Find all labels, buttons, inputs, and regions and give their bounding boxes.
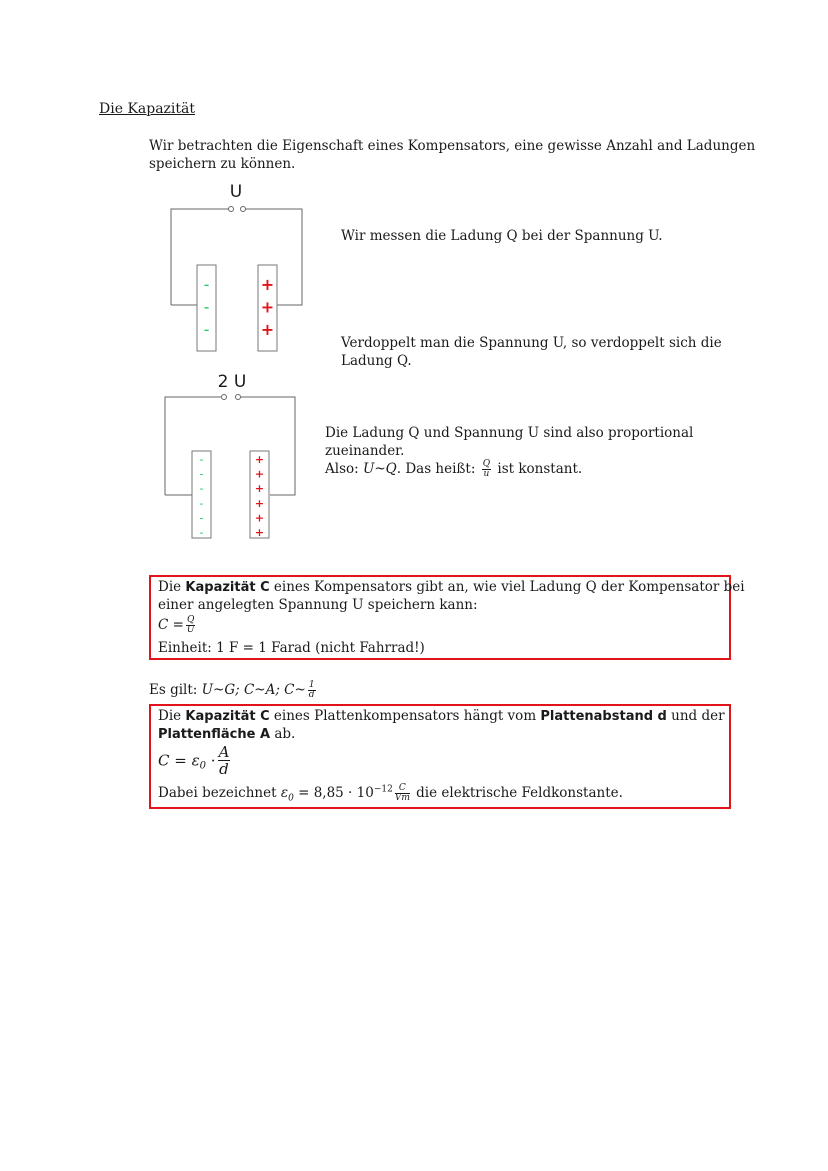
box1-line-1: Die Kapazität C eines Kompensators gibt an, wie viel Ladung Q der Kompensator bei (158, 579, 745, 595)
box1-unit: Einheit: 1 F = 1 Farad (nicht Fahrrad!) (158, 640, 425, 656)
minus-sign: - (199, 467, 204, 481)
terminal-right (236, 395, 241, 400)
es-gilt-line: Es gilt: U~G; C~A; C~ $\frac{1}{d}$ (149, 680, 315, 700)
text-proportional-line-3: Also: U~Q. Das heißt: $\frac{Q}{u}$ ist konstant. (325, 459, 583, 479)
box1-line-2: einer angelegten Spannung U speichern kann: (158, 597, 478, 613)
fraction-1-over-d: $\frac{1}{d}$ (308, 680, 315, 700)
fraction-a-over-d: $\frac{A}{d}$ (218, 743, 230, 778)
terminal-left (229, 207, 234, 212)
text-proportional-line-1: Die Ladung Q und Spannung U sind also proportional (325, 425, 694, 441)
text-measure: Wir messen die Ladung Q bei der Spannung U. (341, 228, 663, 244)
definition-box-capacity (149, 575, 745, 660)
capacitor-diagram-u (160, 178, 310, 358)
voltage-label-2u: 2 U (217, 372, 247, 392)
intro-paragraph (149, 137, 755, 173)
terminal-left (222, 395, 227, 400)
text-proportional-line-2: zueinander. (325, 443, 405, 459)
plus-sign: + (254, 511, 265, 525)
minus-sign: - (199, 496, 204, 510)
minus-sign: - (199, 511, 204, 525)
plus-sign: + (260, 275, 275, 294)
box2-line-1: Die Kapazität C eines Plattenkompensators hängt vom Plattenabstand d und der (158, 708, 725, 724)
text-doubling (341, 334, 722, 370)
plus-sign: + (260, 320, 275, 339)
plus-sign: + (254, 467, 265, 481)
minus-sign: - (203, 275, 210, 294)
intro-line-1: Wir betrachten die Eigenschaft eines Kompensators, eine gewisse Anzahl and Ladungen (149, 138, 756, 154)
text-doubling-line-1: Verdoppelt man die Spannung U, so verdoppelt sich die (341, 335, 722, 351)
box2-formula: $C = \varepsilon_0$ · $\frac{A}{d}$ (158, 743, 230, 778)
intro-line-2: speichern zu können. (149, 156, 296, 172)
minus-sign: - (199, 453, 204, 466)
voltage-label-u: U (229, 182, 243, 202)
minus-sign: - (203, 320, 210, 339)
page-title: Die Kapazität (99, 101, 196, 117)
formula-u-q: U~Q (362, 461, 397, 477)
minus-sign: - (203, 297, 210, 317)
fraction-q-u: $\frac{Q}{u}$ (482, 459, 491, 479)
plus-sign: + (254, 453, 265, 466)
text-doubling-line-2: Ladung Q. (341, 353, 412, 369)
terminal-right (241, 207, 246, 212)
text-proportional (325, 424, 693, 479)
minus-sign: - (199, 526, 204, 539)
capacitor-diagram-2u (155, 366, 305, 544)
plus-sign: + (254, 482, 265, 496)
fraction-q-over-u: $\frac{Q}{U}$ (186, 615, 195, 635)
definition-box-plate-capacitor (149, 704, 731, 809)
box1-formula: C = $\frac{Q}{U}$ (158, 615, 195, 635)
box2-line-4: Dabei bezeichnet $\varepsilon_0 = 8,85 \cdot 10^{-12}$ $\frac{C}{Vm}$ die elektrische Feldkonstante. (158, 783, 623, 804)
plus-sign: + (260, 297, 275, 317)
fraction-c-over-vm: $\frac{C}{Vm}$ (394, 783, 410, 803)
minus-sign: - (199, 482, 204, 496)
plus-sign: + (254, 496, 265, 510)
plus-sign: + (254, 526, 265, 539)
box2-line-2: Plattenfläche A ab. (158, 726, 296, 742)
